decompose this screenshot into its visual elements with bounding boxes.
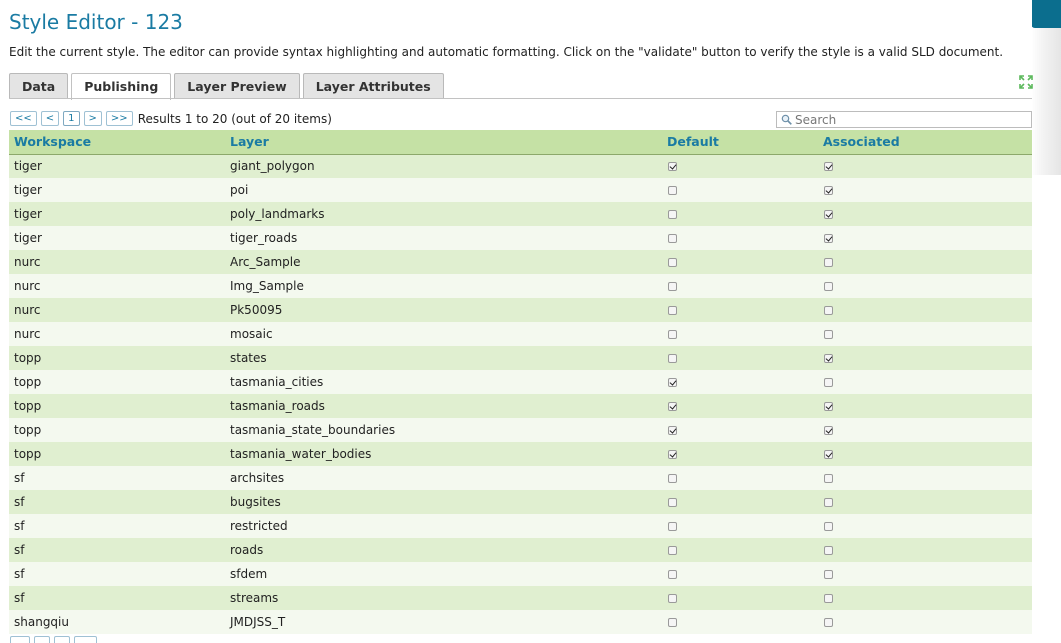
tab-publishing[interactable]: Publishing [71,73,171,100]
associated-checkbox[interactable] [824,594,833,603]
cell-layer: Pk50095 [225,298,662,322]
pagination [10,111,332,126]
cell-layer: JMDJSS_T [225,610,662,634]
cell-workspace: nurc [9,274,225,298]
cell-workspace: nurc [9,250,225,274]
cell-layer: states [225,346,662,370]
cell-default [662,346,818,370]
associated-checkbox[interactable] [824,450,833,459]
associated-checkbox[interactable] [824,546,833,555]
associated-checkbox[interactable] [824,378,833,387]
table-row [9,610,1032,634]
cell-workspace: tiger [9,154,225,178]
cell-workspace: sf [9,466,225,490]
cell-workspace: topp [9,370,225,394]
bottom-page-button[interactable] [54,636,70,643]
cell-workspace: topp [9,442,225,466]
tab-layer-attributes[interactable]: Layer Attributes [303,73,444,99]
cell-default [662,226,818,250]
table-row [9,298,1032,322]
cell-default [662,514,818,538]
cell-default [662,274,818,298]
bottom-last-page-button[interactable] [74,636,97,643]
cell-layer: tasmania_water_bodies [225,442,662,466]
associated-checkbox[interactable] [824,330,833,339]
search-icon [781,114,792,125]
cell-workspace: tiger [9,226,225,250]
cell-workspace: sf [9,538,225,562]
table-row [9,490,1032,514]
cell-associated [818,466,1032,490]
cell-associated [818,562,1032,586]
table-row [9,250,1032,274]
cell-workspace: sf [9,490,225,514]
page-1-button[interactable]: 1 [63,111,79,126]
table-row [9,562,1032,586]
cell-default [662,442,818,466]
cell-associated [818,154,1032,178]
cell-default [662,202,818,226]
cell-default [662,418,818,442]
default-checkbox[interactable] [668,282,677,291]
cell-default [662,298,818,322]
prev-page-button[interactable]: < [41,111,59,126]
cell-layer: streams [225,586,662,610]
fullscreen-expand-icon[interactable] [1019,75,1033,89]
default-checkbox[interactable] [668,570,677,579]
cell-associated [818,202,1032,226]
cell-workspace: topp [9,346,225,370]
cell-layer: tasmania_cities [225,370,662,394]
cell-layer: poi [225,178,662,202]
header-associated[interactable]: Associated [818,130,1032,154]
cell-default [662,178,818,202]
default-checkbox[interactable] [668,354,677,363]
results-count: Results 1 to 20 (out of 20 items) [137,111,332,126]
associated-checkbox[interactable] [824,618,833,627]
header-layer[interactable]: Layer [225,130,662,154]
table-row [9,442,1032,466]
cell-associated [818,586,1032,610]
associated-checkbox[interactable] [824,282,833,291]
cell-default [662,466,818,490]
cell-associated [818,418,1032,442]
associated-checkbox[interactable] [824,426,833,435]
cell-associated [818,490,1032,514]
table-row [9,202,1032,226]
editor-tabs [9,73,447,99]
cell-associated [818,394,1032,418]
cell-workspace: topp [9,394,225,418]
tab-layer-preview[interactable]: Layer Preview [174,73,299,99]
default-checkbox[interactable] [668,210,677,219]
associated-checkbox[interactable] [824,498,833,507]
table-row [9,466,1032,490]
table-row [9,370,1032,394]
associated-checkbox[interactable] [824,210,833,219]
cell-layer: archsites [225,466,662,490]
cell-default [662,562,818,586]
cell-associated [818,442,1032,466]
page-title: Style Editor - 123 [9,10,183,34]
layers-table [9,130,1032,634]
default-checkbox[interactable] [668,258,677,267]
cell-layer: restricted [225,514,662,538]
table-row [9,586,1032,610]
table-row [9,178,1032,202]
bottom-first-page-button[interactable] [10,636,30,643]
table-row [9,538,1032,562]
cell-workspace: shangqiu [9,610,225,634]
cell-layer: bugsites [225,490,662,514]
associated-checkbox[interactable] [824,186,833,195]
cell-associated [818,178,1032,202]
cell-layer: tiger_roads [225,226,662,250]
table-row [9,154,1032,178]
cell-layer: tasmania_state_boundaries [225,418,662,442]
table-row [9,346,1032,370]
associated-checkbox[interactable] [824,234,833,243]
cell-associated [818,514,1032,538]
cell-layer: mosaic [225,322,662,346]
cell-default [662,538,818,562]
cell-workspace: sf [9,586,225,610]
default-checkbox[interactable] [668,450,677,459]
default-checkbox[interactable] [668,474,677,483]
cell-default [662,586,818,610]
cell-workspace: nurc [9,298,225,322]
default-checkbox[interactable] [668,498,677,507]
default-checkbox[interactable] [668,186,677,195]
cell-layer: poly_landmarks [225,202,662,226]
default-checkbox[interactable] [668,618,677,627]
table-header-row [9,130,1032,154]
associated-checkbox[interactable] [824,162,833,171]
cell-default [662,610,818,634]
cell-layer: tasmania_roads [225,394,662,418]
cell-default [662,322,818,346]
table-row [9,226,1032,250]
bottom-prev-page-button[interactable] [34,636,50,643]
first-page-button[interactable]: << [10,111,37,126]
table-row [9,322,1032,346]
cell-associated [818,538,1032,562]
cell-associated [818,346,1032,370]
bottom-pagination [10,636,101,643]
associated-checkbox[interactable] [824,306,833,315]
next-page-button[interactable]: > [84,111,102,126]
cell-associated [818,274,1032,298]
default-checkbox[interactable] [668,306,677,315]
cell-default [662,370,818,394]
search-box [776,111,1032,128]
default-checkbox[interactable] [668,546,677,555]
cell-associated [818,370,1032,394]
cell-workspace: topp [9,418,225,442]
last-page-button[interactable]: >> [106,111,133,126]
search-input[interactable] [795,112,1029,127]
cell-workspace: sf [9,562,225,586]
cell-associated [818,610,1032,634]
default-checkbox[interactable] [668,594,677,603]
cell-default [662,250,818,274]
associated-checkbox[interactable] [824,522,833,531]
table-row [9,514,1032,538]
default-checkbox[interactable] [668,234,677,243]
default-checkbox[interactable] [668,426,677,435]
cell-default [662,394,818,418]
associated-checkbox[interactable] [824,354,833,363]
tab-divider [9,98,1032,99]
cell-workspace: nurc [9,322,225,346]
associated-checkbox[interactable] [824,402,833,411]
table-row [9,274,1032,298]
cell-workspace: sf [9,514,225,538]
cell-layer: sfdem [225,562,662,586]
cell-default [662,154,818,178]
table-row [9,418,1032,442]
default-checkbox[interactable] [668,162,677,171]
cell-associated [818,298,1032,322]
page-description: Edit the current style. The editor can provide syntax highlighting and automatic formatting. Click on the "validate" button to verify the style is a valid SLD document. [9,45,1004,59]
cell-layer: giant_polygon [225,154,662,178]
default-checkbox[interactable] [668,522,677,531]
cell-workspace: tiger [9,202,225,226]
header-default[interactable]: Default [662,130,818,154]
table-row [9,394,1032,418]
tab-data[interactable]: Data [9,73,68,99]
cell-layer: roads [225,538,662,562]
cell-layer: Img_Sample [225,274,662,298]
cell-layer: Arc_Sample [225,250,662,274]
cell-associated [818,322,1032,346]
associated-checkbox[interactable] [824,474,833,483]
cell-workspace: tiger [9,178,225,202]
cell-default [662,490,818,514]
window-edge [1031,0,1061,175]
cell-associated [818,226,1032,250]
cell-associated [818,250,1032,274]
default-checkbox[interactable] [668,330,677,339]
default-checkbox[interactable] [668,402,677,411]
header-banner [1031,0,1061,28]
default-checkbox[interactable] [668,378,677,387]
table-body [9,154,1032,634]
associated-checkbox[interactable] [824,258,833,267]
associated-checkbox[interactable] [824,570,833,579]
header-workspace[interactable]: Workspace [9,130,225,154]
